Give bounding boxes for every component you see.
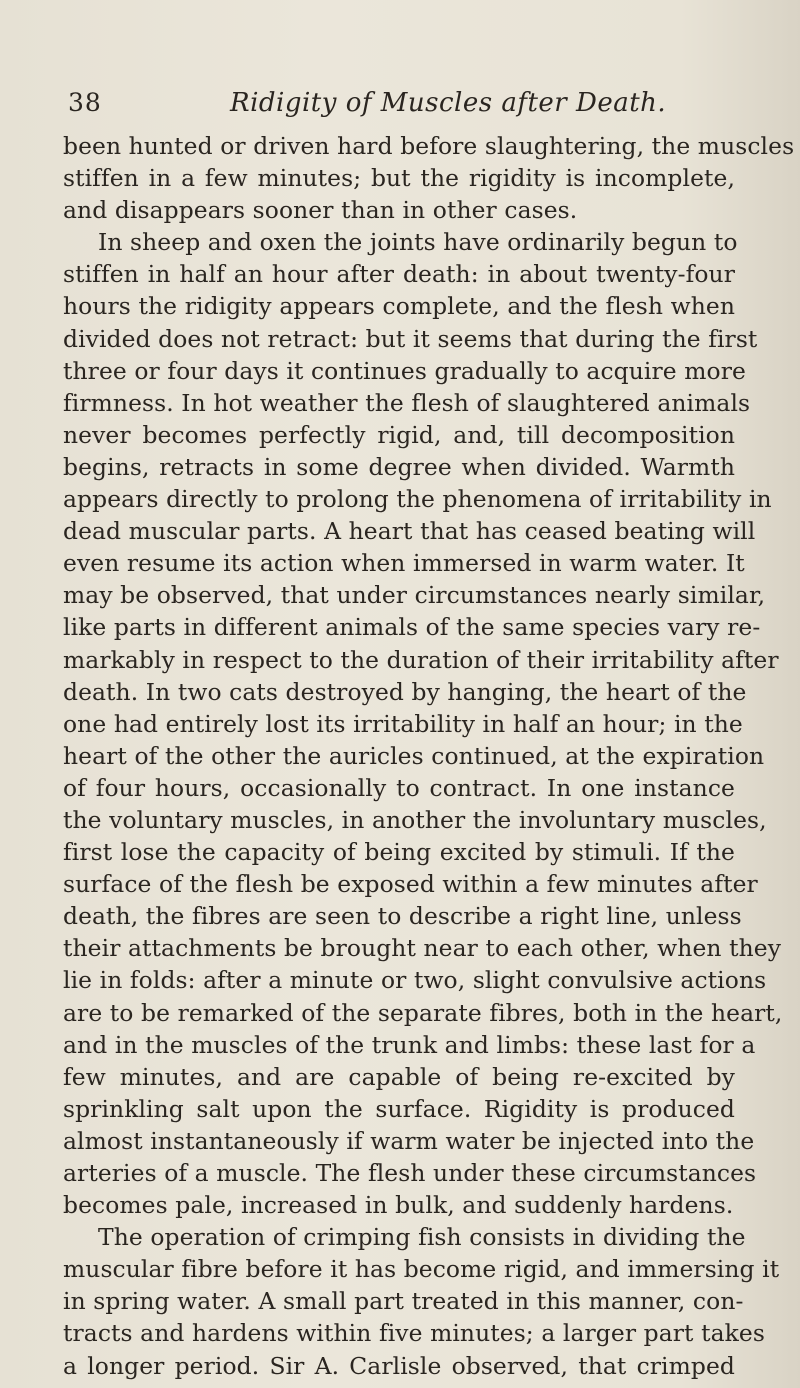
text-line: like parts in different animals of the same species vary re- <box>63 613 761 642</box>
text-line: divided does not retract: but it seems that during the first <box>63 324 758 353</box>
text-line: been hunted or driven hard before slaughtering, the muscles <box>63 132 795 160</box>
text-line: markably in respect to the duration of their irritability after <box>63 645 779 674</box>
paragraph-first-line: The operation of crimping fish consists in dividing the <box>98 1223 746 1252</box>
running-head <box>68 88 728 124</box>
text-line: muscular fibre before it has become rigid, and immersing it <box>63 1255 780 1284</box>
text-line: may be observed, that under circumstances nearly similar, <box>63 581 766 610</box>
running-title: Ridigity of Muscles after Death. <box>230 88 667 118</box>
text-line: death, the fibres are seen to describe a right line, unless <box>63 902 742 931</box>
text-line: their attachments be brought near to each other, when they <box>63 934 782 963</box>
text-line: a longer period. Sir A. Carlisle observed, that crimped <box>63 1351 735 1380</box>
text-line: surface of the flesh be exposed within a few minutes after <box>63 870 758 899</box>
text-line: stiffen in half an hour after death: in about twenty-four <box>63 260 735 289</box>
paragraph-first-line: In sheep and oxen the joints have ordinarily begun to <box>98 228 738 257</box>
text-line: stiffen in a few minutes; but the rigidity is incomplete, <box>63 164 735 193</box>
text-line: are to be remarked of the separate fibres, both in the heart, <box>63 998 783 1027</box>
body-text <box>63 130 795 1382</box>
text-line: begins, retracts in some degree when divided. Warmth <box>63 452 735 481</box>
text-line: heart of the other the auricles continued, at the expiration <box>63 741 765 770</box>
text-line: one had entirely lost its irritability in half an hour; in the <box>63 709 743 738</box>
text-line: dead muscular parts. A heart that has ceased beating will <box>63 517 756 546</box>
text-line: few minutes, and are capable of being re-excited by <box>63 1062 735 1091</box>
text-line: tracts and hardens within five minutes; a larger part takes <box>63 1319 765 1348</box>
text-line: becomes pale, increased in bulk, and suddenly hardens. <box>63 1191 734 1220</box>
text-line: arteries of a muscle. The flesh under these circumstances <box>63 1159 757 1187</box>
text-line: death. In two cats destroyed by hanging, the heart of the <box>63 677 747 706</box>
text-line: sprinkling salt upon the surface. Rigidity is produced <box>63 1094 735 1123</box>
text-line: lie in folds: after a minute or two, slight convulsive actions <box>63 966 767 995</box>
text-line: and in the muscles of the trunk and limbs: these last for a <box>63 1030 756 1059</box>
text-line: appears directly to prolong the phenomena of irritability in <box>63 485 772 514</box>
text-line: firmness. In hot weather the flesh of slaughtered animals <box>63 388 751 417</box>
text-line: first lose the capacity of being excited by stimuli. If the <box>63 838 735 867</box>
text-line: of four hours, occasionally to contract. In one instance <box>63 773 735 802</box>
text-line: the voluntary muscles, in another the involuntary muscles, <box>63 805 767 834</box>
page-number: 38 <box>68 88 102 117</box>
text-line: almost instantaneously if warm water be injected into the <box>63 1126 755 1155</box>
text-line: and disappears sooner than in other cases. <box>63 196 578 225</box>
text-line: hours the ridigity appears complete, and the flesh when <box>63 292 735 321</box>
text-line: in spring water. A small part treated in this manner, con- <box>63 1287 744 1316</box>
text-line: three or four days it continues gradually to acquire more <box>63 356 746 385</box>
text-line: even resume its action when immersed in warm water. It <box>63 549 745 578</box>
text-line: never becomes perfectly rigid, and, till decomposition <box>63 420 735 449</box>
